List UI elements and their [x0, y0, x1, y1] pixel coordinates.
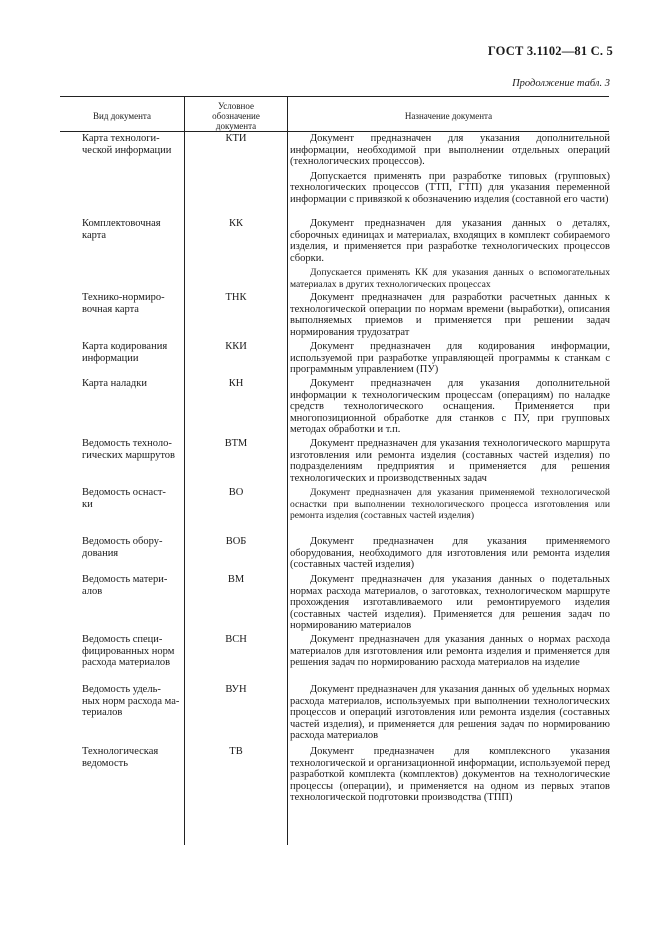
row-1-code: КК: [228, 218, 243, 229]
row-2-code: ТНК: [225, 292, 247, 303]
row-4-code: КН: [228, 378, 244, 389]
row-4-document-type: Карта наладки: [82, 378, 147, 389]
row-8-document-type: Ведомость матери- алов: [82, 574, 168, 597]
row-1-paragraph-1: Документ предназначен для указания данных о деталях, сборочных единицах и материалах, входящих в комплект собираемого изделия, и применяется при разработке технологических процессов сборки.: [290, 218, 610, 264]
row-6-purpose: [290, 487, 610, 525]
row-3-document-type: Карта кодирования информации: [82, 341, 168, 364]
row-11-document-type: Технологическая ведомость: [82, 746, 159, 769]
row-3-paragraph-1: Документ предназначен для кодирования информации, используемой при разработке управляющей программы к станкам с программным управлением (ПУ): [290, 341, 610, 375]
row-8-paragraph-1: Документ предназначен для указания данных о подетальных нормах расхода материалов, о заготовках, технологическом маршруте прохождения изготавливаемого или ремонтируемого изделия (составных частей изделия). Применяется для решения задач по нормированию материалов: [290, 574, 610, 631]
row-0-paragraph-1: Документ предназначен для указания дополнительной информации, необходимой при выполнении отдельных операций (технологических процессов).: [290, 133, 610, 167]
table-header-rule: [60, 131, 609, 132]
row-10-purpose: [290, 684, 610, 745]
row-5-purpose: [290, 438, 610, 487]
row-5-document-type: Ведомость техноло- гических маршрутов: [82, 438, 175, 461]
row-5-paragraph-1: Документ предназначен для указания технологического маршрута изготовления или ремонта изделия (составных частей изделия) по подразделениям предприятия и применяется для решения технологических и производственных задач: [290, 438, 610, 484]
row-0-purpose: [290, 133, 610, 208]
column-header-type: Вид документа: [93, 111, 151, 121]
row-10-document-type: Ведомость удель- ных норм расхода ма- териалов: [82, 684, 180, 718]
row-11-code: ТВ: [229, 746, 243, 757]
continuation-label: Продолжение табл. 3: [512, 78, 610, 89]
row-1-purpose: [290, 218, 610, 293]
table-top-rule: [60, 96, 609, 97]
row-1-paragraph-2: Допускается применять КК для указания данных о вспомогательных материалах в других технологических процессах: [290, 267, 610, 290]
row-11-paragraph-1: Документ предназначен для комплексного указания технологической и организационной информации, используемой перед разработкой комплекта (комплектов) документов на технологические процессы (операции), и применяется на одном из первых этапов технологической подготовки производства (ТПП): [290, 746, 610, 803]
row-8-code: ВМ: [227, 574, 245, 585]
row-0-document-type: Карта технологи- ческой информации: [82, 133, 172, 156]
row-2-purpose: [290, 292, 610, 341]
row-7-purpose: [290, 536, 610, 574]
column-divider-1: [184, 96, 185, 845]
row-0-code: КТИ: [225, 133, 247, 144]
row-7-code: ВОБ: [225, 536, 247, 547]
row-4-purpose: [290, 378, 610, 439]
column-header-purpose: Назначение документа: [404, 111, 493, 121]
row-6-document-type: Ведомость оснаст- ки: [82, 487, 166, 510]
row-7-document-type: Ведомость обору- дования: [82, 536, 163, 559]
row-9-paragraph-1: Документ предназначен для указания данных о нормах расхода материалов для изготовления или ремонта изделия и применяется для решения задач по нормированию расхода материалов на изделие: [290, 634, 610, 668]
row-11-purpose: [290, 746, 610, 807]
column-divider-2: [287, 96, 288, 845]
row-2-paragraph-1: Документ предназначен для разработки расчетных данных к технологической операции по нормам времени (выработки), описания выполняемых приемов и применяется при решении задач нормирования трудозатрат: [290, 292, 610, 338]
row-4-paragraph-1: Документ предназначен для указания дополнительной информации к технологическим процессам (операциям) по наладке средств технологического оснащения. Применяется при многопозиционной обработке для станков с ПУ, при групповых методах обработки и т.п.: [290, 378, 610, 435]
row-5-code: ВТМ: [224, 438, 248, 449]
row-6-paragraph-1: Документ предназначен для указания применяемой технологической оснастки при выполнении технологического процесса изготовления или ремонта изделия (составных частей изделия): [290, 487, 610, 521]
row-9-code: ВСН: [225, 634, 247, 645]
row-10-paragraph-1: Документ предназначен для указания данных об удельных нормах расхода материалов, используемых при выполнении технологических процессов и операций изготовления или ремонта изделия (составных частей изделия), и применяется для решения задач по нормированию расхода материалов: [290, 684, 610, 741]
page-header-code: ГОСТ 3.1102—81 С. 5: [487, 44, 613, 58]
row-9-purpose: [290, 634, 610, 672]
row-2-document-type: Технико-нормиро- вочная карта: [82, 292, 165, 315]
column-header-code: Условное обозначение документа: [212, 101, 260, 131]
row-3-purpose: [290, 341, 610, 379]
row-10-code: ВУН: [225, 684, 247, 695]
row-6-code: ВО: [228, 487, 244, 498]
row-1-document-type: Комплектовочная карта: [82, 218, 161, 241]
row-8-purpose: [290, 574, 610, 635]
row-0-paragraph-2: Допускается применять при разработке типовых (групповых) технологических процессов (ТТП, ГТП) для указания переменной информации с привязкой к обозначению изделия (составной его части): [290, 170, 610, 205]
row-3-code: ККИ: [225, 341, 247, 352]
row-7-paragraph-1: Документ предназначен для указания применяемого оборудования, необходимого для изготовления или ремонта изделия (составных частей изделия): [290, 536, 610, 570]
row-9-document-type: Ведомость специ- фицированных норм расхода материалов: [82, 634, 175, 668]
